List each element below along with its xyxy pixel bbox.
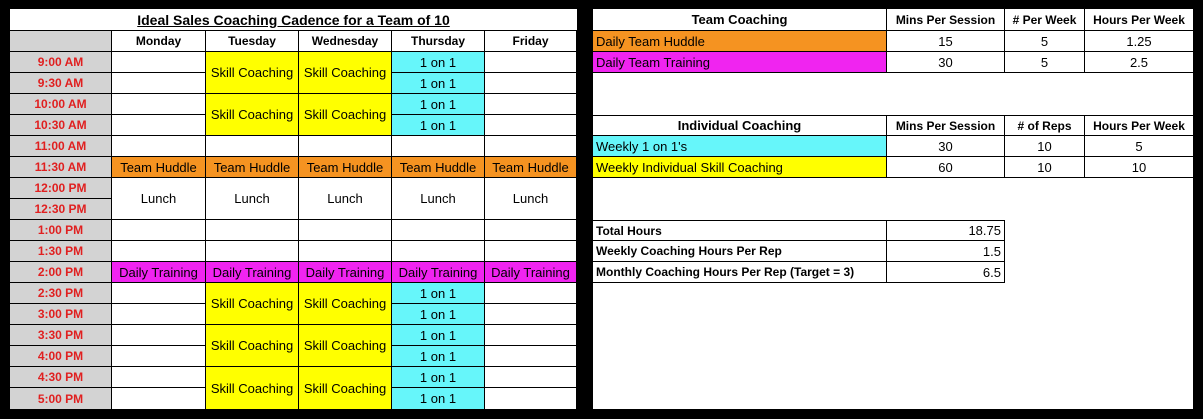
team-huddle-label: Daily Team Huddle: [593, 31, 887, 52]
skill-coaching-block: Skill Coaching: [298, 283, 391, 325]
schedule-cell: [205, 220, 298, 241]
skill-coaching-block: Skill Coaching: [205, 325, 298, 367]
time-label-1030: 10:30 AM: [10, 115, 111, 136]
one-on-one-block: 1 on 1: [391, 388, 484, 409]
skill-coaching-label: Weekly Individual Skill Coaching: [593, 157, 887, 178]
lunch-thursday: Lunch: [391, 178, 484, 220]
team-huddle-mins: 15: [887, 31, 1005, 52]
time-label-0900: 9:00 AM: [10, 52, 111, 73]
schedule-cell: [484, 283, 577, 304]
time-label-0330: 3:30 PM: [10, 325, 111, 346]
time-label-0130: 1:30 PM: [10, 241, 111, 262]
schedule-cell: [111, 367, 205, 388]
daily-training-tuesday: Daily Training: [205, 262, 298, 283]
one-on-one-block: 1 on 1: [391, 52, 484, 73]
schedule-cell: [298, 136, 391, 157]
time-label-0430: 4:30 PM: [10, 367, 111, 388]
team-hours-header: Hours Per Week: [1085, 9, 1193, 31]
schedule-cell: [205, 136, 298, 157]
time-label-0930: 9:30 AM: [10, 73, 111, 94]
one-on-one-block: 1 on 1: [391, 73, 484, 94]
schedule-cell: [111, 220, 205, 241]
skill-coaching-reps: 10: [1005, 157, 1085, 178]
schedule-title: Ideal Sales Coaching Cadence for a Team of 10: [10, 9, 577, 31]
skill-coaching-block: Skill Coaching: [205, 283, 298, 325]
team-huddle-wednesday: Team Huddle: [298, 157, 391, 178]
day-header-thursday: Thursday: [391, 31, 484, 52]
schedule-cell: [111, 388, 205, 409]
schedule-cell: [484, 73, 577, 94]
one-on-one-block: 1 on 1: [391, 283, 484, 304]
one-on-ones-mins: 30: [887, 136, 1005, 157]
schedule-cell: [111, 73, 205, 94]
monthly-hours-per-rep-label: Monthly Coaching Hours Per Rep (Target = 3): [593, 262, 887, 283]
lunch-tuesday: Lunch: [205, 178, 298, 220]
weekly-hours-per-rep-label: Weekly Coaching Hours Per Rep: [593, 241, 887, 262]
schedule-cell: [205, 241, 298, 262]
schedule-cell: [111, 283, 205, 304]
team-training-per-week: 5: [1005, 52, 1085, 73]
schedule-cell: [484, 115, 577, 136]
skill-coaching-block: Skill Coaching: [205, 367, 298, 409]
daily-training-wednesday: Daily Training: [298, 262, 391, 283]
one-on-one-block: 1 on 1: [391, 346, 484, 367]
schedule-cell: [484, 52, 577, 73]
team-huddle-monday: Team Huddle: [111, 157, 205, 178]
lunch-monday: Lunch: [111, 178, 205, 220]
individual-coaching-header: Individual Coaching: [593, 115, 887, 136]
skill-coaching-block: Skill Coaching: [205, 94, 298, 136]
team-coaching-header: Team Coaching: [593, 9, 887, 31]
schedule-cell: [111, 346, 205, 367]
skill-coaching-block: Skill Coaching: [298, 94, 391, 136]
team-mins-header: Mins Per Session: [887, 9, 1005, 31]
time-label-0200: 2:00 PM: [10, 262, 111, 283]
schedule-cell: [484, 136, 577, 157]
time-label-0100: 1:00 PM: [10, 220, 111, 241]
one-on-one-block: 1 on 1: [391, 115, 484, 136]
team-training-hours: 2.5: [1085, 52, 1193, 73]
schedule-cell: [111, 325, 205, 346]
time-label-0400: 4:00 PM: [10, 346, 111, 367]
schedule-cell: [391, 220, 484, 241]
schedule-cell: [484, 241, 577, 262]
time-header-blank: [10, 31, 111, 52]
schedule-cell: [484, 346, 577, 367]
time-label-1100: 11:00 AM: [10, 136, 111, 157]
day-header-wednesday: Wednesday: [298, 31, 391, 52]
one-on-ones-reps: 10: [1005, 136, 1085, 157]
schedule-cell: [111, 94, 205, 115]
schedule-cell: [484, 367, 577, 388]
schedule-cell: [111, 115, 205, 136]
one-on-one-block: 1 on 1: [391, 367, 484, 388]
individual-mins-header: Mins Per Session: [887, 115, 1005, 136]
daily-training-monday: Daily Training: [111, 262, 205, 283]
schedule-cell: [391, 136, 484, 157]
time-label-1230: 12:30 PM: [10, 199, 111, 220]
schedule-cell: [298, 241, 391, 262]
one-on-one-block: 1 on 1: [391, 325, 484, 346]
day-header-monday: Monday: [111, 31, 205, 52]
day-header-friday: Friday: [484, 31, 577, 52]
day-header-tuesday: Tuesday: [205, 31, 298, 52]
team-huddle-tuesday: Team Huddle: [205, 157, 298, 178]
skill-coaching-block: Skill Coaching: [298, 52, 391, 94]
individual-hours-header: Hours Per Week: [1085, 115, 1193, 136]
team-per-week-header: # Per Week: [1005, 9, 1085, 31]
schedule-cell: [484, 220, 577, 241]
schedule-cell: [484, 388, 577, 409]
skill-coaching-block: Skill Coaching: [298, 367, 391, 409]
team-training-label: Daily Team Training: [593, 52, 887, 73]
lunch-friday: Lunch: [484, 178, 577, 220]
time-label-1130: 11:30 AM: [10, 157, 111, 178]
schedule-cell: [111, 136, 205, 157]
one-on-one-block: 1 on 1: [391, 304, 484, 325]
schedule-cell: [111, 52, 205, 73]
one-on-ones-hours: 5: [1085, 136, 1193, 157]
team-training-mins: 30: [887, 52, 1005, 73]
team-huddle-per-week: 5: [1005, 31, 1085, 52]
skill-coaching-mins: 60: [887, 157, 1005, 178]
total-hours-value: 18.75: [887, 220, 1005, 241]
skill-coaching-block: Skill Coaching: [205, 52, 298, 94]
total-hours-label: Total Hours: [593, 220, 887, 241]
time-label-0230: 2:30 PM: [10, 283, 111, 304]
schedule-cell: [111, 241, 205, 262]
time-label-0300: 3:00 PM: [10, 304, 111, 325]
skill-coaching-hours: 10: [1085, 157, 1193, 178]
schedule-cell: [111, 304, 205, 325]
individual-reps-header: # of Reps: [1005, 115, 1085, 136]
weekly-hours-per-rep-value: 1.5: [887, 241, 1005, 262]
time-label-1000: 10:00 AM: [10, 94, 111, 115]
schedule-cell: [484, 325, 577, 346]
monthly-hours-per-rep-value: 6.5: [887, 262, 1005, 283]
schedule-cell: [391, 241, 484, 262]
time-label-1200: 12:00 PM: [10, 178, 111, 199]
schedule-cell: [298, 220, 391, 241]
time-label-0500: 5:00 PM: [10, 388, 111, 409]
lunch-wednesday: Lunch: [298, 178, 391, 220]
one-on-one-block: 1 on 1: [391, 94, 484, 115]
one-on-ones-label: Weekly 1 on 1's: [593, 136, 887, 157]
skill-coaching-block: Skill Coaching: [298, 325, 391, 367]
schedule-cell: [484, 304, 577, 325]
schedule-cell: [484, 94, 577, 115]
daily-training-friday: Daily Training: [484, 262, 577, 283]
daily-training-thursday: Daily Training: [391, 262, 484, 283]
team-huddle-hours: 1.25: [1085, 31, 1193, 52]
team-huddle-thursday: Team Huddle: [391, 157, 484, 178]
team-huddle-friday: Team Huddle: [484, 157, 577, 178]
